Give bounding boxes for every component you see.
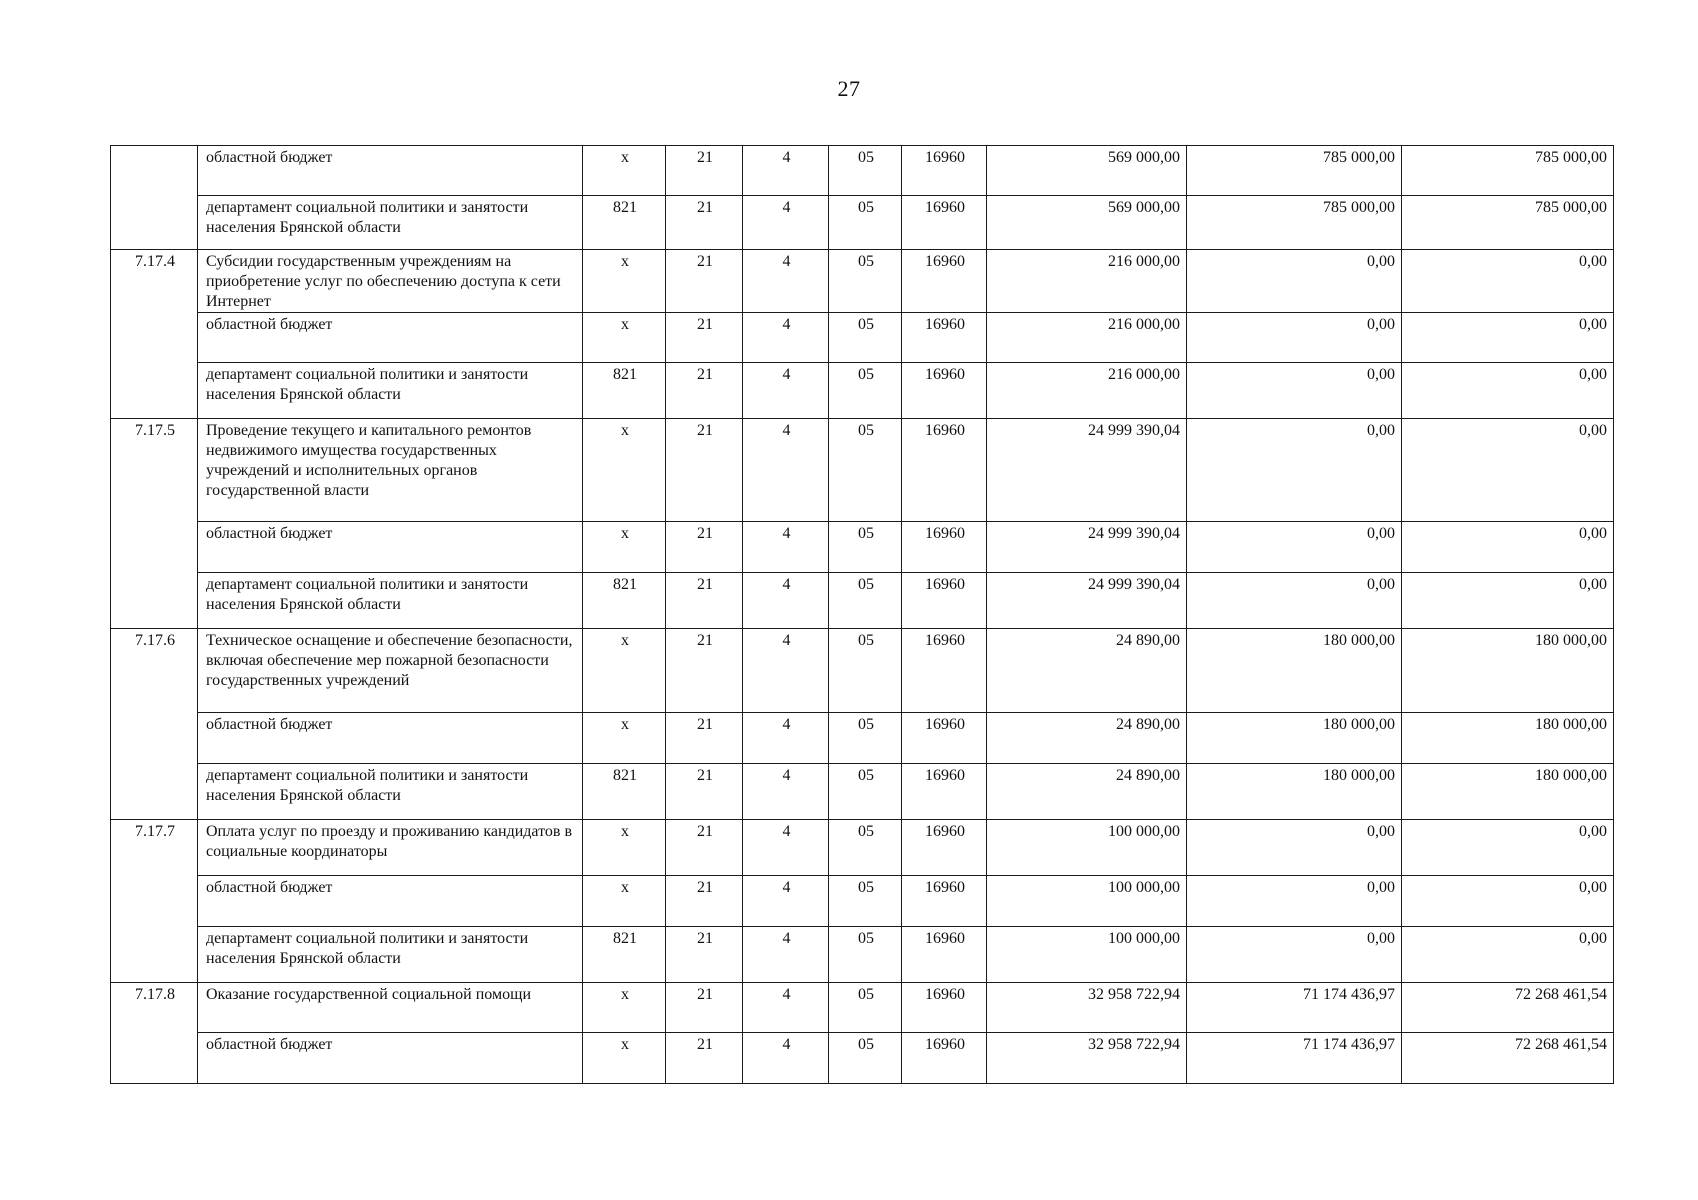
cell-amount-year3: 72 268 461,54 xyxy=(1402,983,1614,1033)
cell-code-event: 05 xyxy=(829,876,902,927)
cell-amount-year3: 785 000,00 xyxy=(1402,146,1614,196)
cell-description: департамент социальной политики и занятости населения Брянской области xyxy=(198,363,583,419)
cell-amount-year1: 216 000,00 xyxy=(987,313,1187,363)
cell-code-program: 21 xyxy=(666,876,743,927)
table-row xyxy=(111,629,1614,713)
cell-code-direction: 16960 xyxy=(902,146,987,196)
cell-amount-year2: 0,00 xyxy=(1187,363,1402,419)
cell-code-direction: 16960 xyxy=(902,927,987,983)
cell-code-direction: 16960 xyxy=(902,820,987,876)
cell-code-direction: 16960 xyxy=(902,363,987,419)
cell-code-program: 21 xyxy=(666,764,743,820)
table-row xyxy=(111,764,1614,820)
cell-amount-year1: 24 999 390,04 xyxy=(987,573,1187,629)
cell-code-event: 05 xyxy=(829,313,902,363)
cell-amount-year3: 0,00 xyxy=(1402,573,1614,629)
cell-item-number: 7.17.6 xyxy=(111,629,198,820)
cell-amount-year1: 24 999 390,04 xyxy=(987,419,1187,522)
cell-amount-year1: 216 000,00 xyxy=(987,250,1187,313)
table-row xyxy=(111,522,1614,573)
cell-description: областной бюджет xyxy=(198,1033,583,1084)
cell-amount-year1: 569 000,00 xyxy=(987,146,1187,196)
cell-amount-year1: 100 000,00 xyxy=(987,876,1187,927)
cell-amount-year2: 0,00 xyxy=(1187,820,1402,876)
cell-amount-year2: 0,00 xyxy=(1187,573,1402,629)
cell-code-direction: 16960 xyxy=(902,196,987,250)
cell-amount-year1: 216 000,00 xyxy=(987,363,1187,419)
cell-amount-year1: 32 958 722,94 xyxy=(987,983,1187,1033)
cell-description: Техническое оснащение и обеспечение безопасности, включая обеспечение мер пожарной безопасности государственных учреждений xyxy=(198,629,583,713)
cell-code-subprogram: 4 xyxy=(743,820,829,876)
cell-description: областной бюджет xyxy=(198,713,583,764)
cell-code-grbs: х xyxy=(583,876,666,927)
table-row xyxy=(111,876,1614,927)
cell-amount-year2: 0,00 xyxy=(1187,313,1402,363)
cell-code-event: 05 xyxy=(829,573,902,629)
cell-code-subprogram: 4 xyxy=(743,629,829,713)
cell-amount-year3: 0,00 xyxy=(1402,522,1614,573)
cell-code-subprogram: 4 xyxy=(743,713,829,764)
cell-code-event: 05 xyxy=(829,927,902,983)
cell-amount-year3: 0,00 xyxy=(1402,363,1614,419)
table-row xyxy=(111,196,1614,250)
cell-code-direction: 16960 xyxy=(902,522,987,573)
cell-amount-year1: 24 999 390,04 xyxy=(987,522,1187,573)
cell-code-direction: 16960 xyxy=(902,764,987,820)
cell-code-program: 21 xyxy=(666,629,743,713)
cell-code-program: 21 xyxy=(666,1033,743,1084)
cell-code-grbs: 821 xyxy=(583,573,666,629)
cell-item-number: 7.17.7 xyxy=(111,820,198,983)
cell-code-grbs: х xyxy=(583,713,666,764)
cell-code-subprogram: 4 xyxy=(743,522,829,573)
cell-code-event: 05 xyxy=(829,764,902,820)
cell-code-subprogram: 4 xyxy=(743,419,829,522)
cell-description: Субсидии государственным учреждениям на приобретение услуг по обеспечению доступа к сети Интернет xyxy=(198,250,583,313)
cell-code-grbs: 821 xyxy=(583,196,666,250)
cell-code-event: 05 xyxy=(829,1033,902,1084)
cell-amount-year2: 0,00 xyxy=(1187,419,1402,522)
table-row xyxy=(111,363,1614,419)
table-row xyxy=(111,146,1614,196)
cell-code-subprogram: 4 xyxy=(743,313,829,363)
cell-code-event: 05 xyxy=(829,363,902,419)
cell-amount-year3: 180 000,00 xyxy=(1402,629,1614,713)
cell-code-grbs: х xyxy=(583,313,666,363)
cell-amount-year1: 100 000,00 xyxy=(987,820,1187,876)
cell-code-grbs: х xyxy=(583,146,666,196)
cell-code-grbs: 821 xyxy=(583,363,666,419)
cell-amount-year3: 0,00 xyxy=(1402,250,1614,313)
cell-description: департамент социальной политики и занятости населения Брянской области xyxy=(198,927,583,983)
cell-code-direction: 16960 xyxy=(902,1033,987,1084)
cell-description: департамент социальной политики и занятости населения Брянской области xyxy=(198,764,583,820)
cell-amount-year3: 0,00 xyxy=(1402,313,1614,363)
cell-item-number xyxy=(111,146,198,250)
cell-amount-year3: 72 268 461,54 xyxy=(1402,1033,1614,1084)
cell-code-subprogram: 4 xyxy=(743,250,829,313)
table-row xyxy=(111,820,1614,876)
cell-amount-year2: 180 000,00 xyxy=(1187,764,1402,820)
cell-code-direction: 16960 xyxy=(902,573,987,629)
cell-code-subprogram: 4 xyxy=(743,196,829,250)
cell-code-grbs: х xyxy=(583,1033,666,1084)
cell-amount-year2: 0,00 xyxy=(1187,927,1402,983)
cell-description: Проведение текущего и капитального ремонтов недвижимого имущества государственных учреждений и исполнительных органов государственной власти xyxy=(198,419,583,522)
cell-code-subprogram: 4 xyxy=(743,363,829,419)
cell-code-program: 21 xyxy=(666,250,743,313)
cell-amount-year2: 0,00 xyxy=(1187,876,1402,927)
cell-code-grbs: 821 xyxy=(583,927,666,983)
cell-description: областной бюджет xyxy=(198,522,583,573)
cell-code-subprogram: 4 xyxy=(743,927,829,983)
cell-amount-year3: 0,00 xyxy=(1402,419,1614,522)
cell-amount-year2: 71 174 436,97 xyxy=(1187,1033,1402,1084)
cell-code-grbs: х xyxy=(583,419,666,522)
cell-item-number: 7.17.8 xyxy=(111,983,198,1084)
cell-code-subprogram: 4 xyxy=(743,983,829,1033)
cell-amount-year2: 180 000,00 xyxy=(1187,629,1402,713)
cell-amount-year3: 0,00 xyxy=(1402,927,1614,983)
cell-amount-year3: 180 000,00 xyxy=(1402,713,1614,764)
cell-description: областной бюджет xyxy=(198,313,583,363)
table-row xyxy=(111,1033,1614,1084)
cell-description: областной бюджет xyxy=(198,876,583,927)
cell-description: Оплата услуг по проезду и проживанию кандидатов в социальные координаторы xyxy=(198,820,583,876)
cell-code-subprogram: 4 xyxy=(743,573,829,629)
cell-code-event: 05 xyxy=(829,146,902,196)
table-body xyxy=(111,146,1614,1084)
cell-amount-year1: 24 890,00 xyxy=(987,713,1187,764)
cell-code-direction: 16960 xyxy=(902,629,987,713)
cell-amount-year1: 32 958 722,94 xyxy=(987,1033,1187,1084)
cell-code-direction: 16960 xyxy=(902,983,987,1033)
cell-code-program: 21 xyxy=(666,713,743,764)
cell-code-subprogram: 4 xyxy=(743,1033,829,1084)
cell-amount-year2: 785 000,00 xyxy=(1187,146,1402,196)
cell-item-number: 7.17.4 xyxy=(111,250,198,419)
cell-code-program: 21 xyxy=(666,820,743,876)
cell-description: Оказание государственной социальной помощи xyxy=(198,983,583,1033)
cell-description: департамент социальной политики и занятости населения Брянской области xyxy=(198,196,583,250)
cell-description: департамент социальной политики и занятости населения Брянской области xyxy=(198,573,583,629)
budget-table xyxy=(110,145,1614,1084)
cell-code-grbs: х xyxy=(583,820,666,876)
cell-code-program: 21 xyxy=(666,363,743,419)
cell-code-program: 21 xyxy=(666,927,743,983)
cell-code-event: 05 xyxy=(829,629,902,713)
cell-code-program: 21 xyxy=(666,573,743,629)
table-row xyxy=(111,419,1614,522)
table-row xyxy=(111,927,1614,983)
cell-code-grbs: х xyxy=(583,522,666,573)
cell-code-direction: 16960 xyxy=(902,876,987,927)
cell-code-grbs: х xyxy=(583,983,666,1033)
cell-code-event: 05 xyxy=(829,419,902,522)
cell-amount-year1: 24 890,00 xyxy=(987,764,1187,820)
cell-code-program: 21 xyxy=(666,313,743,363)
cell-code-event: 05 xyxy=(829,196,902,250)
cell-code-program: 21 xyxy=(666,419,743,522)
cell-code-program: 21 xyxy=(666,196,743,250)
cell-code-direction: 16960 xyxy=(902,250,987,313)
table-row xyxy=(111,713,1614,764)
cell-code-event: 05 xyxy=(829,713,902,764)
cell-amount-year3: 0,00 xyxy=(1402,876,1614,927)
cell-code-direction: 16960 xyxy=(902,713,987,764)
cell-amount-year3: 180 000,00 xyxy=(1402,764,1614,820)
cell-amount-year2: 180 000,00 xyxy=(1187,713,1402,764)
cell-code-event: 05 xyxy=(829,820,902,876)
cell-code-subprogram: 4 xyxy=(743,764,829,820)
cell-item-number: 7.17.5 xyxy=(111,419,198,629)
cell-code-direction: 16960 xyxy=(902,419,987,522)
cell-amount-year2: 71 174 436,97 xyxy=(1187,983,1402,1033)
cell-code-event: 05 xyxy=(829,250,902,313)
cell-code-program: 21 xyxy=(666,983,743,1033)
cell-amount-year3: 785 000,00 xyxy=(1402,196,1614,250)
cell-description: областной бюджет xyxy=(198,146,583,196)
cell-code-event: 05 xyxy=(829,522,902,573)
cell-code-grbs: х xyxy=(583,629,666,713)
cell-amount-year2: 0,00 xyxy=(1187,250,1402,313)
cell-amount-year2: 0,00 xyxy=(1187,522,1402,573)
cell-amount-year3: 0,00 xyxy=(1402,820,1614,876)
cell-code-program: 21 xyxy=(666,522,743,573)
cell-amount-year1: 100 000,00 xyxy=(987,927,1187,983)
table-row xyxy=(111,573,1614,629)
cell-code-grbs: 821 xyxy=(583,764,666,820)
cell-code-program: 21 xyxy=(666,146,743,196)
table-row xyxy=(111,313,1614,363)
cell-code-event: 05 xyxy=(829,983,902,1033)
cell-amount-year1: 24 890,00 xyxy=(987,629,1187,713)
cell-amount-year1: 569 000,00 xyxy=(987,196,1187,250)
cell-code-grbs: х xyxy=(583,250,666,313)
cell-code-direction: 16960 xyxy=(902,313,987,363)
table-row xyxy=(111,250,1614,313)
cell-code-subprogram: 4 xyxy=(743,146,829,196)
cell-code-subprogram: 4 xyxy=(743,876,829,927)
table-row xyxy=(111,983,1614,1033)
page-number: 27 xyxy=(837,76,861,101)
cell-amount-year2: 785 000,00 xyxy=(1187,196,1402,250)
